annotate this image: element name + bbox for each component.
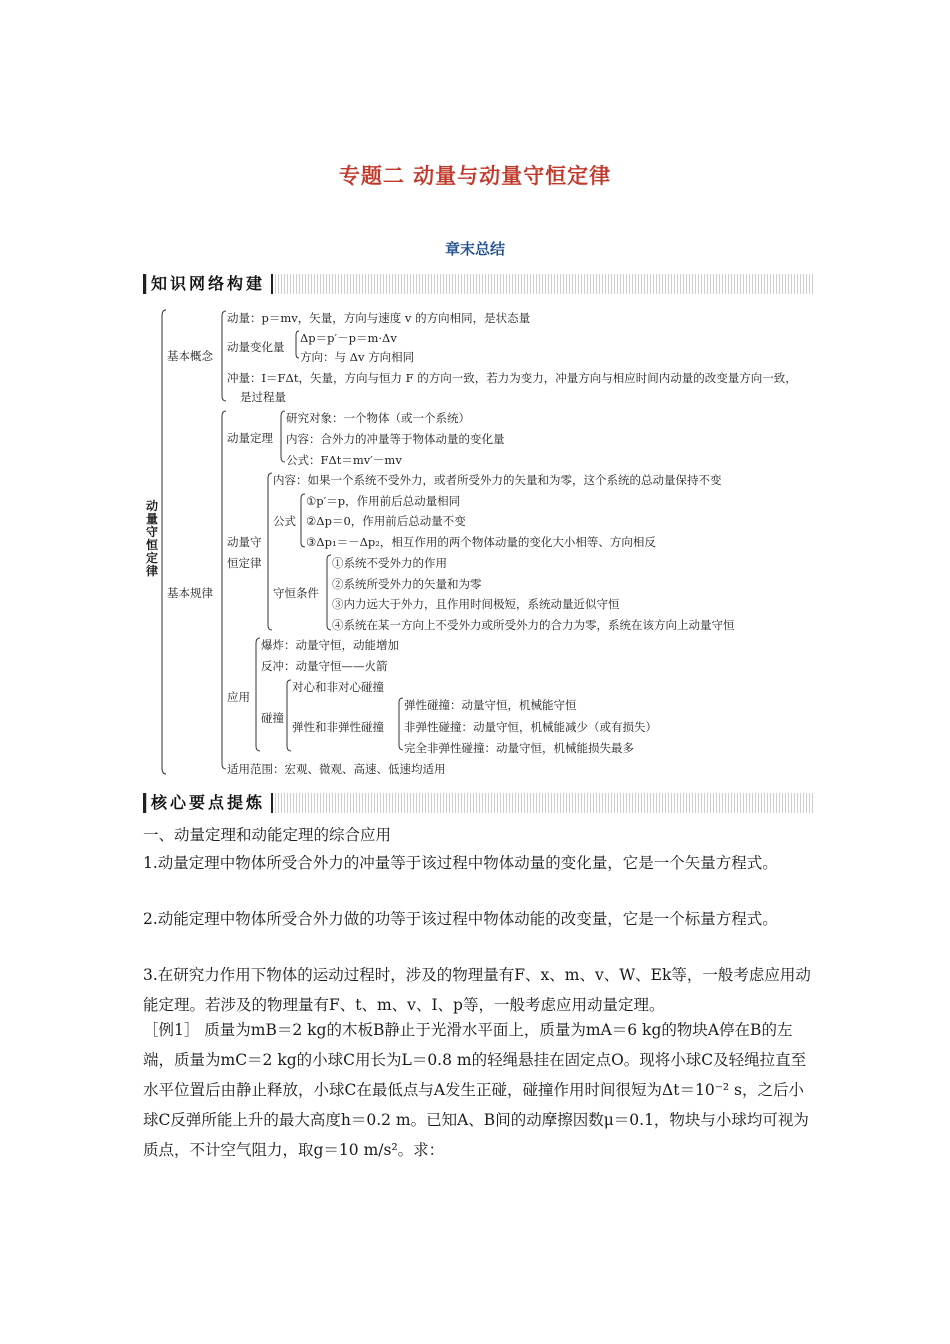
example-1: ［例1］ 质量为mB＝2 kg的木板B静止于光滑水平面上，质量为mA＝6 kg的物块A停在B的左端，质量为mC＝2 kg的小球C用长为L＝0.8 m的轻绳悬挂在固定点O。现将小球C及轻绳拉直至水平位置后由静止释放，小球C在最低点与A发生正碰，碰撞作用时间很短为Δt＝10⁻² s，之后小球C反弹所能上升的最大高度h＝0.2 m。已知A、B间的动摩擦因数μ＝0.1，物块与小球均可视为质点，不计空气阻力，取g＝10 m/s²。求： xyxy=(143,1021,809,1159)
section-banner-key-points xyxy=(143,793,815,813)
tree-perfectly-inelastic: 完全非弹性碰撞：动量守恒，机械能损失最多 xyxy=(404,741,634,755)
banner-bar xyxy=(143,793,146,813)
tree-condition-3: ③内力远大于外力，且作用时间极短，系统动量近似守恒 xyxy=(332,597,620,611)
tree-momentum: 动量：p＝mv，矢量，方向与速度 v 的方向相同，是状态量 xyxy=(227,311,531,325)
tree-explosion: 爆炸：动量守恒，动能增加 xyxy=(261,638,399,652)
tree-root-text: 动量守恒定律 xyxy=(145,499,158,578)
tree-impulse-cont: 是过程量 xyxy=(240,390,286,404)
tree-condition-label: 守恒条件 xyxy=(273,586,319,600)
tree-theorem-object: 研究对象：一个物体（或一个系统） xyxy=(286,411,470,425)
body-paragraph-2: 2.动能定理中物体所受合外力做的功等于该过程中物体动能的改变量，它是一个标量方程式。 xyxy=(143,910,778,928)
section-title-key-points: 核心要点提炼 xyxy=(149,793,271,813)
banner-divider xyxy=(271,793,273,813)
tree-formula-3: ③Δp₁＝－Δp₂，相互作用的两个物体动量的变化大小相等、方向相反 xyxy=(306,535,656,549)
tree-condition-4: ④系统在某一方向上不受外力或所受外力的合力为零，系统在该方向上动量守恒 xyxy=(332,618,735,632)
tree-recoil: 反冲：动量守恒——火箭 xyxy=(261,659,388,673)
tree-central-collision: 对心和非对心碰撞 xyxy=(292,680,384,694)
page-title: 专题二 动量与动量守恒定律 xyxy=(338,164,612,188)
page-subtitle: 章末总结 xyxy=(444,240,505,258)
tree-inelastic: 非弹性碰撞：动量守恒，机械能减少（或有损失） xyxy=(404,720,657,734)
tree-momentum-change-formula: Δp＝p′－p＝m·Δv xyxy=(300,331,397,345)
tree-condition-1: ①系统不受外力的作用 xyxy=(332,556,447,570)
tree-momentum-change: 动量变化量 xyxy=(227,340,285,354)
tree-theorem-content: 内容：合外力的冲量等于物体动量的变化量 xyxy=(286,432,505,446)
body-heading: 一、动量定理和动能定理的综合应用 xyxy=(143,826,392,844)
tree-elastic: 弹性碰撞：动量守恒，机械能守恒 xyxy=(404,698,577,712)
section-title-knowledge: 知识网络构建 xyxy=(149,274,271,294)
tree-momentum-change-direction: 方向：与 Δv 方向相同 xyxy=(300,350,415,364)
body-paragraph-3: 3.在研究力作用下物体的运动过程时，涉及的物理量有F、x、m、v、W、Ek等，一般考虑应用动能定理。若涉及的物理量有F、t、m、v、I、p等，一般考虑应用动量定理。 xyxy=(143,966,811,1014)
tree-formula-1: ①p′＝p，作用前后总动量相同 xyxy=(306,494,461,508)
tree-scope: 适用范围：宏观、微观、高速、低速均适用 xyxy=(227,762,446,776)
tree-root-label xyxy=(145,500,159,578)
tree-basic-concepts: 基本概念 xyxy=(167,349,213,363)
tree-collision: 碰撞 xyxy=(261,711,284,725)
tree-application: 应用 xyxy=(227,690,250,704)
tree-formula-label: 公式 xyxy=(273,514,296,528)
tree-elastic-label: 弹性和非弹性碰撞 xyxy=(292,720,384,734)
tree-formula-2: ②Δp＝0，作用前后总动量不变 xyxy=(306,514,466,528)
tree-impulse: 冲量：I＝FΔt，矢量，方向与恒力 F 的方向一致，若力为变力，冲量方向与相应时间内动量的改变量方向一致， xyxy=(227,371,797,385)
tree-condition-2: ②系统所受外力的矢量和为零 xyxy=(332,577,482,591)
tree-basic-laws: 基本规律 xyxy=(167,586,213,600)
body-paragraph-1: 1.动量定理中物体所受合外力的冲量等于该过程中物体动量的变化量，它是一个矢量方程式。 xyxy=(143,854,778,872)
tree-theorem-formula: 公式：FΔt＝mv′－mv xyxy=(286,453,402,467)
tree-conservation-2: 恒定律 xyxy=(227,556,262,570)
tree-theorem: 动量定理 xyxy=(227,431,273,445)
tree-conservation-1: 动量守 xyxy=(227,535,262,549)
tree-conservation-content: 内容：如果一个系统不受外力，或者所受外力的矢量和为零，这个系统的总动量保持不变 xyxy=(273,473,722,487)
